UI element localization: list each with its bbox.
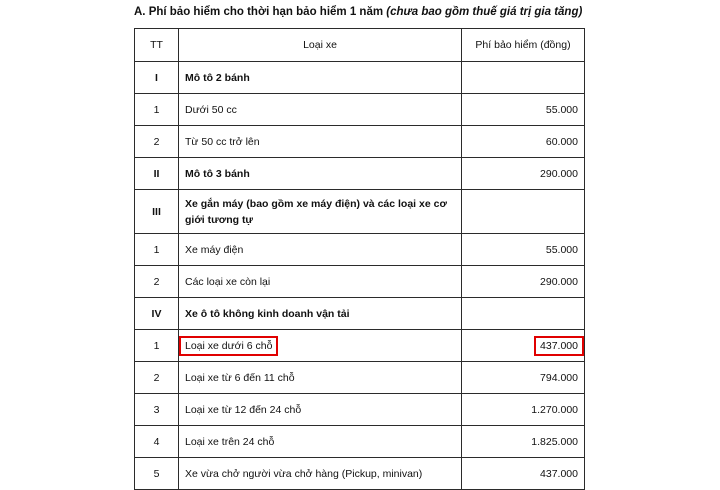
row-number: 1 xyxy=(135,330,179,362)
vehicle-type: Từ 50 cc trở lên xyxy=(179,126,462,158)
vehicle-type: Loại xe trên 24 chỗ xyxy=(179,426,462,458)
fee-value: 60.000 xyxy=(462,126,585,158)
table-row xyxy=(135,158,585,190)
fee-value: 290.000 xyxy=(462,158,585,190)
row-number: 3 xyxy=(135,394,179,426)
heading-note: (chưa bao gồm thuế giá trị gia tăng) xyxy=(386,6,583,18)
row-number: II xyxy=(135,158,179,190)
fee-value: 794.000 xyxy=(462,362,585,394)
fee-value: 1.825.000 xyxy=(462,426,585,458)
row-number: 1 xyxy=(135,94,179,126)
vehicle-type: Xe máy điện xyxy=(179,234,462,266)
vehicle-type: Xe ô tô không kinh doanh vận tải xyxy=(179,298,462,330)
table-row xyxy=(135,458,585,490)
header-vehicle-type: Loại xe xyxy=(179,29,462,62)
vehicle-type: Dưới 50 cc xyxy=(179,94,462,126)
table-row xyxy=(135,426,585,458)
insurance-fee-table xyxy=(134,28,585,490)
fee-value: 55.000 xyxy=(462,94,585,126)
table-row xyxy=(135,394,585,426)
highlighted-vehicle-type: Loại xe dưới 6 chỗ xyxy=(179,336,278,356)
table-row xyxy=(135,234,585,266)
table-row xyxy=(135,330,585,362)
table-row xyxy=(135,126,585,158)
table-row xyxy=(135,362,585,394)
table-row xyxy=(135,298,585,330)
table-row xyxy=(135,266,585,298)
table-row xyxy=(135,62,585,94)
vehicle-type: Mô tô 2 bánh xyxy=(179,62,462,94)
vehicle-type: Loại xe từ 12 đến 24 chỗ xyxy=(179,394,462,426)
header-fee: Phí bảo hiểm (đồng) xyxy=(462,29,585,62)
row-number: 2 xyxy=(135,266,179,298)
row-number: 2 xyxy=(135,362,179,394)
row-number: 4 xyxy=(135,426,179,458)
row-number: 2 xyxy=(135,126,179,158)
row-number: III xyxy=(135,190,179,234)
fee-value xyxy=(462,62,585,94)
header-tt: TT xyxy=(135,29,179,62)
section-heading xyxy=(134,6,582,18)
row-number: I xyxy=(135,62,179,94)
fee-value: 437.000 xyxy=(462,458,585,490)
table-row xyxy=(135,190,585,234)
vehicle-type: Xe vừa chở người vừa chở hàng (Pickup, minivan) xyxy=(179,458,462,490)
row-number: 1 xyxy=(135,234,179,266)
vehicle-type: Các loại xe còn lại xyxy=(179,266,462,298)
heading-prefix: A. Phí bảo hiểm cho thời hạn bảo hiểm 1 năm xyxy=(134,6,387,18)
table-header-row xyxy=(135,29,585,62)
fee-value xyxy=(462,298,585,330)
fee-value: 55.000 xyxy=(462,234,585,266)
fee-value-cell xyxy=(462,330,585,362)
fee-value: 290.000 xyxy=(462,266,585,298)
vehicle-type: Mô tô 3 bánh xyxy=(179,158,462,190)
row-number: 5 xyxy=(135,458,179,490)
vehicle-type: Loại xe từ 6 đến 11 chỗ xyxy=(179,362,462,394)
fee-value xyxy=(462,190,585,234)
table-body xyxy=(135,62,585,490)
row-number: IV xyxy=(135,298,179,330)
fee-value: 1.270.000 xyxy=(462,394,585,426)
table-row xyxy=(135,94,585,126)
vehicle-type: Xe gắn máy (bao gồm xe máy điện) và các loại xe cơ giới tương tự xyxy=(179,190,462,234)
vehicle-type-cell xyxy=(179,330,462,362)
highlighted-fee-value: 437.000 xyxy=(534,336,584,356)
